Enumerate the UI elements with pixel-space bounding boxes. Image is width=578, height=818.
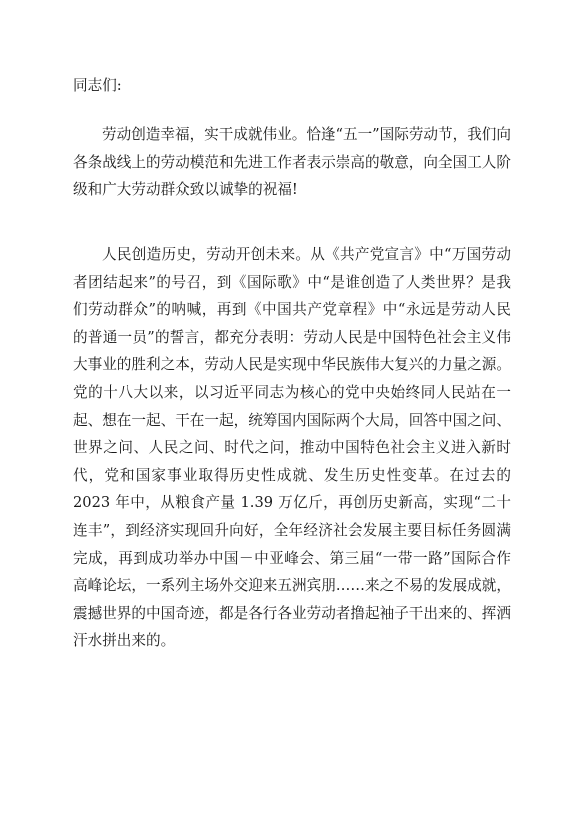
salutation: 同志们: (73, 77, 122, 94)
paragraph-greeting: 劳动创造幸福，实干成就伟业。恰逢“五一”国际劳动节，我们向各条战线上的劳动模范和先进工作者表示崇高的敬意，向全国工人阶级和广大劳动群众致以诚挚的祝福! (73, 126, 511, 199)
paragraph-labor-history: 人民创造历史，劳动开创未来。从《共产党宣言》中“万国劳动者团结起来”的号召，到《国际歌》中“是谁创造了人类世界？是我们劳动群众”的呐喊，再到《中国共产党章程》中“永远是劳动人民的普通一员”的誓言，都充分表明：劳动人民是中国特色社会主义伟大事业的胜利之本，劳动人民是实现中华民族伟大复兴的力量之源。党的十八大以来，以习近平同志为核心的党中央始终同人民站在一起、想在一起、干在一起，统筹国内国际两个大局，回答中国之问、世界之问、人民之问、时代之问，推动中国特色社会主义进入新时代，党和国家事业取得历史性成就、发生历史性变革。在过去的 2023 年中，从粮食产量 1.39 万亿斤，再创历史新高，实现“二十连丰”，到经济实现回升向好，全年经济社会发展主要目标任务圆满完成，再到成功举办中国－中亚峰会、第三届“一带一路”国际合作高峰论坛，一系列主场外交迎来五洲宾朋……来之不易的发展成就，震撼世界的中国奇迹，都是各行各业劳动者撸起袖子干出来的、挥洒汗水拼出来的。 (73, 246, 511, 650)
